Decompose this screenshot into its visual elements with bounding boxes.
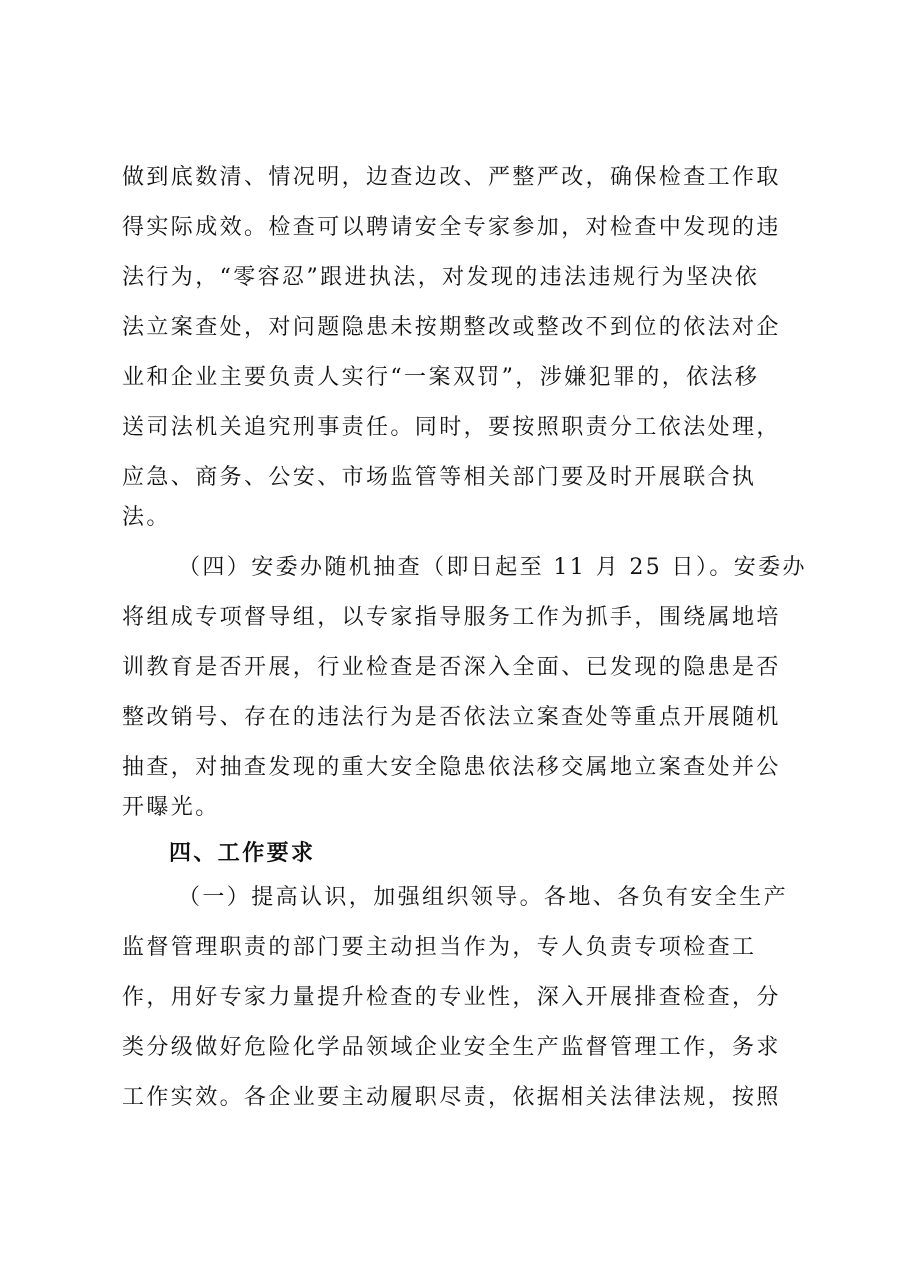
section-paragraph-start: （一）提高认识，加强组织领导。各地、各负有安全生产 xyxy=(178,885,789,910)
body-line: 工作实效。各企业要主动履职尽责，依据相关法律法规，按照 xyxy=(122,1085,781,1110)
body-line: 应急、商务、公安、市场监管等相关部门要及时开展联合执 xyxy=(122,465,757,490)
body-line: 做到底数清、情况明，边查边改、严整严改，确保检查工作取 xyxy=(122,165,781,190)
body-line: 法行为，“零容忍”跟进执法，对发现的违法违规行为坚决依 xyxy=(122,265,760,290)
body-line: 法立案查处，对问题隐患未按期整改或整改不到位的依法对企 xyxy=(122,315,781,340)
body-line: 类分级做好危险化学品领域企业安全生产监督管理工作，务求 xyxy=(122,1035,781,1060)
body-line: 得实际成效。检查可以聘请安全专家参加，对检查中发现的违 xyxy=(122,215,781,240)
body-line: 抽查，对抽查发现的重大安全隐患依法移交属地立案查处并公 xyxy=(122,755,781,780)
body-line: 作，用好专家力量提升检查的专业性，深入开展排查检查，分 xyxy=(122,985,781,1010)
body-line: 送司法机关追究刑事责任。同时，要按照职责分工依法处理， xyxy=(122,415,781,440)
body-line: 业和企业主要负责人实行“一案双罚”，涉嫌犯罪的，依法移 xyxy=(122,365,760,390)
body-line: 开曝光。 xyxy=(122,795,220,820)
body-line: 法。 xyxy=(122,505,171,530)
section-paragraph-start: （四）安委办随机抽查（即日起至 11 月 25 日）。安委办 xyxy=(178,555,807,580)
body-line: 将组成专项督导组，以专家指导服务工作为抓手，围绕属地培 xyxy=(122,605,781,630)
section-heading: 四、工作要求 xyxy=(169,840,316,866)
body-line: 整改销号、存在的违法行为是否依法立案查处等重点开展随机 xyxy=(122,705,781,730)
body-line: 训教育是否开展，行业检查是否深入全面、已发现的隐患是否 xyxy=(122,655,781,680)
body-line: 监督管理职责的部门要主动担当作为，专人负责专项检查工 xyxy=(122,935,757,960)
